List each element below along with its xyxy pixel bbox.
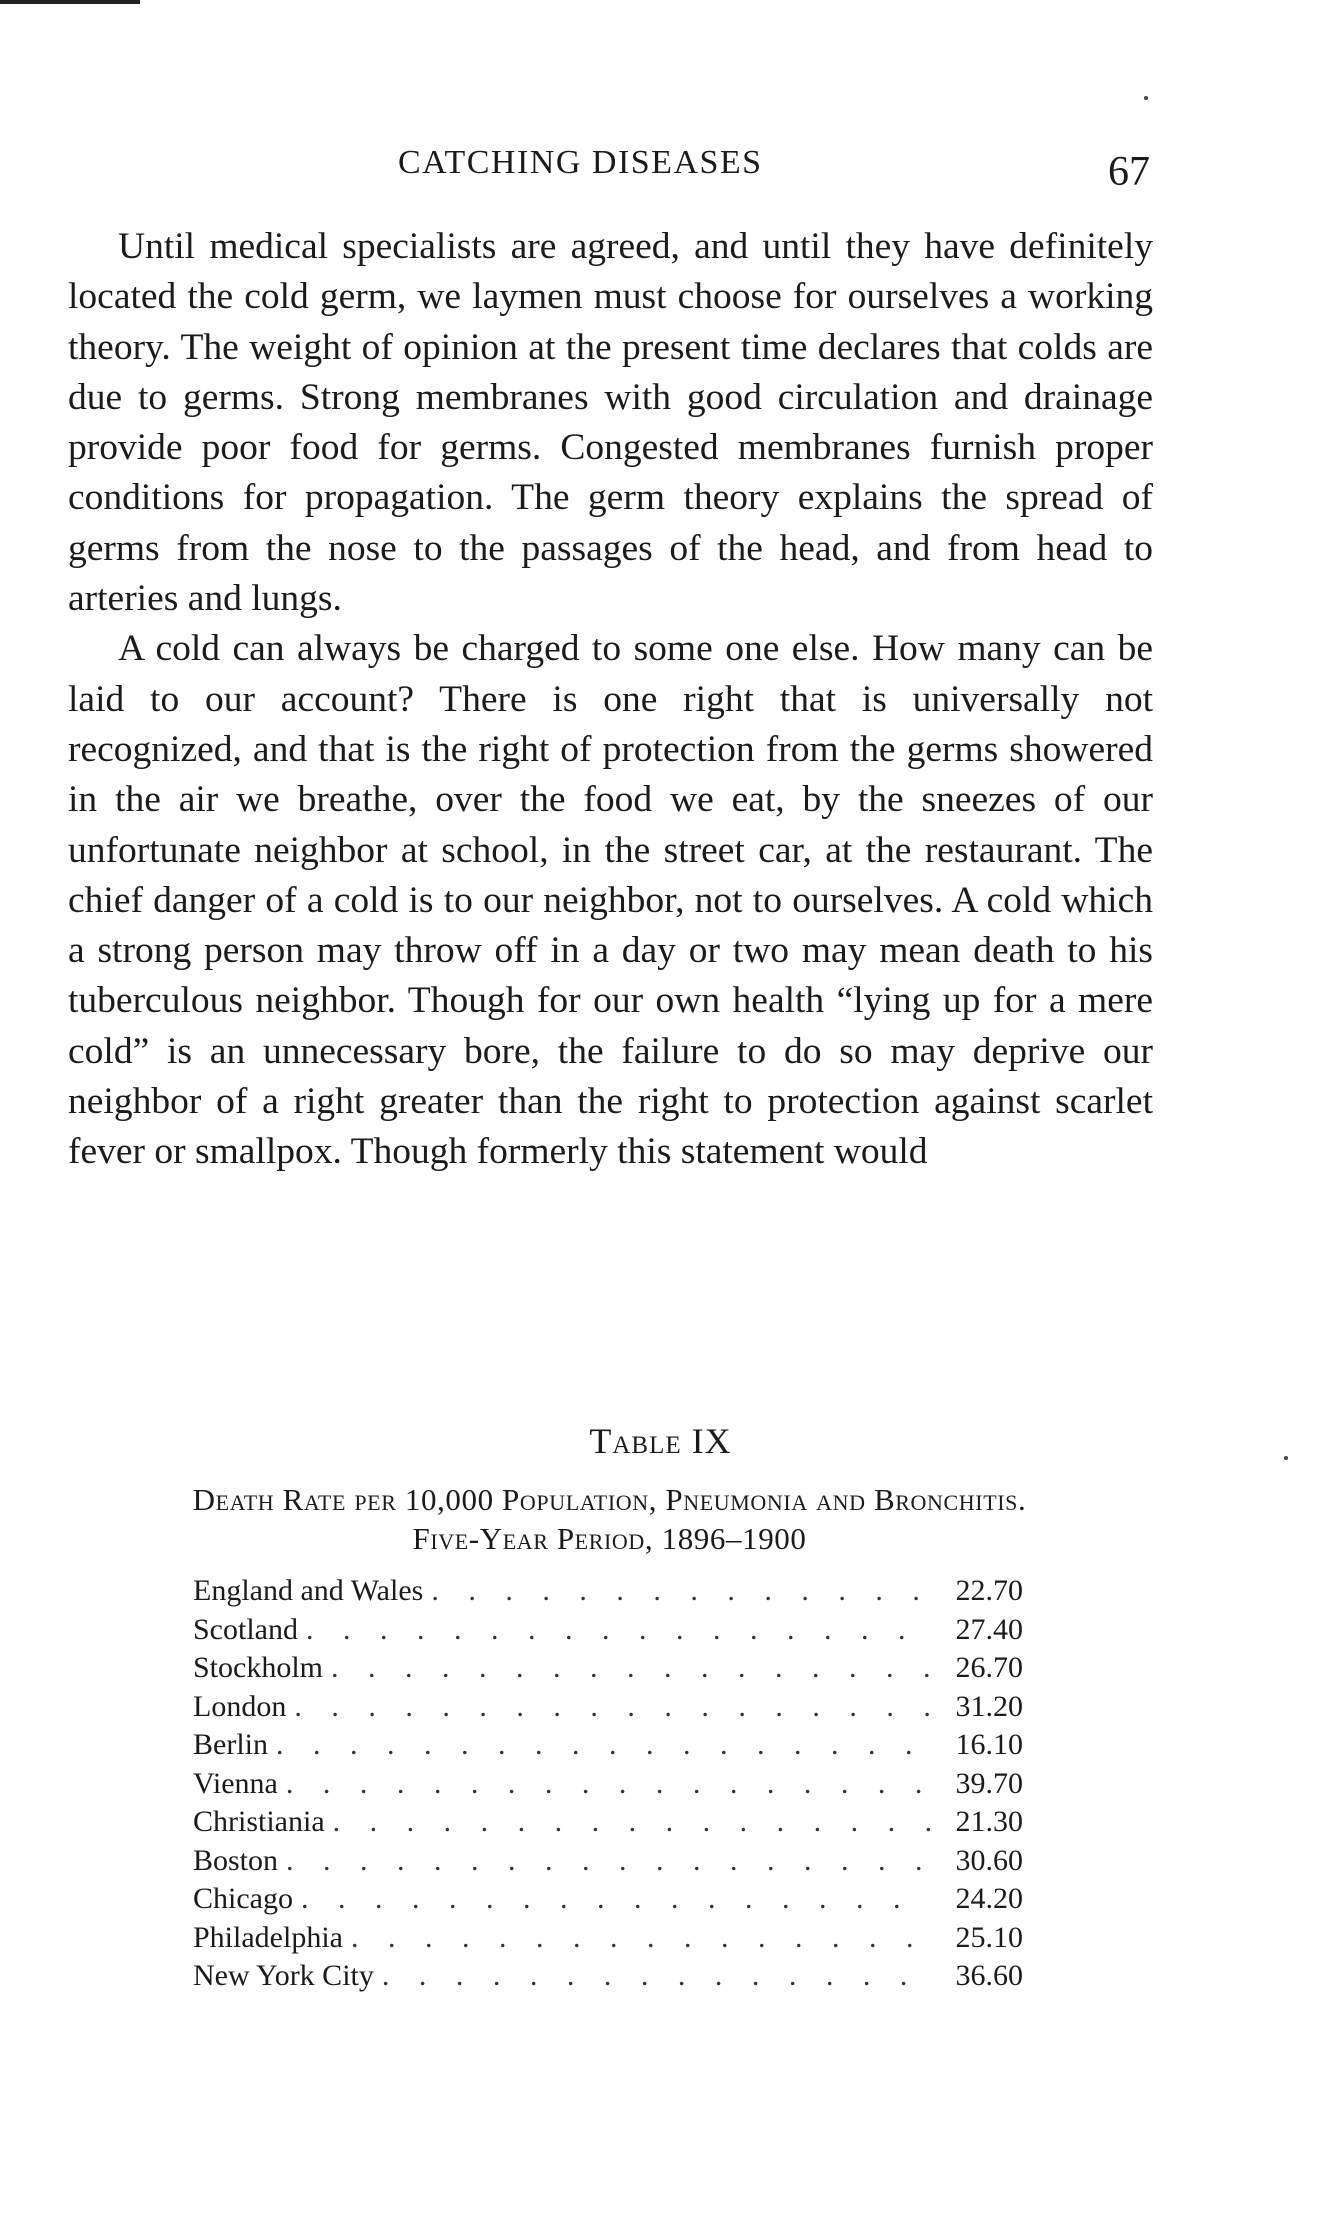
- page-number: 67: [1108, 149, 1150, 195]
- dot-leader: [351, 1919, 931, 1958]
- death-rate-value: 22.70: [955, 1574, 1023, 1607]
- death-rate-value: 25.10: [955, 1920, 1023, 1954]
- death-rate-value: 36.60: [955, 1959, 1023, 1992]
- body-text: [68, 222, 1153, 1178]
- death-rate-value: 30.60: [955, 1843, 1023, 1877]
- city-name: Christiania: [193, 1805, 325, 1838]
- dot-leader: [333, 1803, 931, 1842]
- paragraph: A cold can always be charged to some one else. How many can be laid to our account? There is one right that is universally not recognized, and that is the right of protection from the germs showered in the air we breathe, over the food we eat, by the sneezes of our unfortunate neighbor at school, in the street car, at the restaurant. The chief danger of a cold is to our neighbor, not to ourselves. A cold which a strong person may throw off in a day or two may mean death to his tuberculous neighbor. Though for our own health “lying up for a mere cold” is an unnecessary bore, the failure to do so may deprive our neighbor of a right greater than the right to protection against scarlet fever or smallpox. Though formerly this statement would: [68, 628, 1153, 1173]
- city-name: Vienna: [193, 1766, 278, 1800]
- corner-scan-mark: [0, 0, 140, 4]
- table-row: [193, 1803, 1023, 1842]
- table-row: [193, 1765, 1023, 1804]
- table-caption: [62, 1480, 1157, 1558]
- dot-leader: [331, 1649, 931, 1688]
- death-rate-value: 26.70: [955, 1651, 1023, 1684]
- dot-leader: [294, 1688, 931, 1727]
- table-row: [193, 1919, 1023, 1958]
- dot-leader: [306, 1611, 931, 1650]
- death-rate-value: 24.20: [955, 1882, 1023, 1915]
- death-rate-value: 31.20: [955, 1689, 1023, 1723]
- running-title: CATCHING DISEASES: [398, 144, 763, 181]
- city-name: Chicago: [193, 1882, 293, 1915]
- table-caption-line: Five-Year Period, 1896–1900: [412, 1521, 807, 1556]
- death-rate-table: [193, 1572, 1023, 1996]
- paragraph: Until medical specialists are agreed, and until they have definitely located the cold germ, we laymen must choose for ourselves a working theory. The weight of opinion at the present time declares that colds are due to germs. Strong membranes with good circulation and drainage provide poor food for germs. Congested membranes furnish proper conditions for propagation. The germ theory explains the spread of germs from the nose to the passages of the head, and from head to arteries and lungs.: [68, 226, 1153, 620]
- city-name: England and Wales: [193, 1574, 424, 1607]
- table-caption-line: Death Rate per 10,000 Population, Pneumonia and Bronchitis.: [192, 1482, 1027, 1517]
- city-name: Scotland: [193, 1612, 298, 1646]
- table-row: [193, 1688, 1023, 1727]
- table-row: [193, 1726, 1023, 1765]
- death-rate-value: 39.70: [955, 1766, 1023, 1800]
- dot-leader: [286, 1842, 931, 1881]
- scan-speck: [1144, 96, 1148, 100]
- table-row: [193, 1957, 1023, 1996]
- city-name: Berlin: [193, 1728, 268, 1761]
- death-rate-value: 21.30: [955, 1805, 1023, 1838]
- table-row: [193, 1842, 1023, 1881]
- table-row: [193, 1649, 1023, 1688]
- table-title: Table IX: [589, 1421, 732, 1461]
- city-name: Philadelphia: [193, 1920, 343, 1954]
- dot-leader: [431, 1572, 931, 1611]
- dot-leader: [286, 1765, 931, 1804]
- table-row: [193, 1572, 1023, 1611]
- city-name: New York City: [193, 1959, 374, 1992]
- dot-leader: [301, 1880, 931, 1919]
- dot-leader: [382, 1957, 931, 1996]
- city-name: Boston: [193, 1843, 279, 1877]
- death-rate-value: 27.40: [955, 1612, 1023, 1646]
- dot-leader: [276, 1726, 931, 1765]
- city-name: London: [193, 1689, 287, 1723]
- death-rate-value: 16.10: [955, 1728, 1023, 1761]
- running-head: [0, 138, 1321, 195]
- table-row: [193, 1880, 1023, 1919]
- table-row: [193, 1611, 1023, 1650]
- city-name: Stockholm: [193, 1651, 324, 1684]
